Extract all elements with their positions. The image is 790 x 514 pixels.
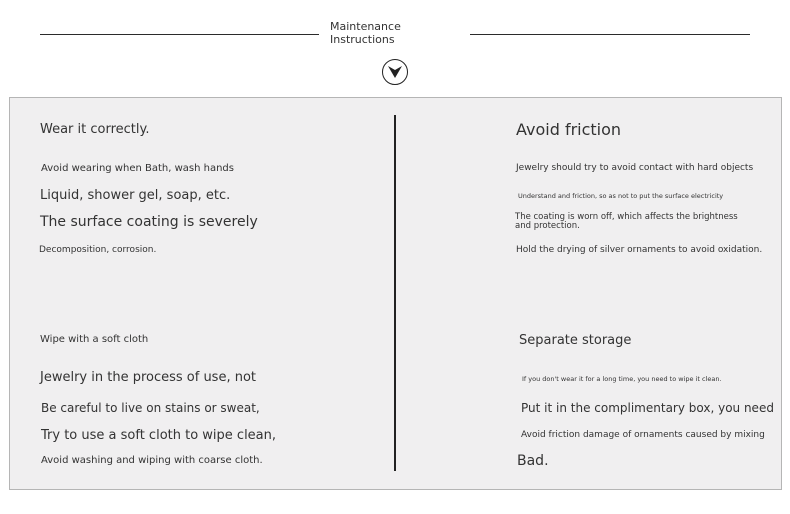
friction-heading: Avoid friction [516, 120, 622, 139]
wear-line-4: Decomposition, corrosion. [39, 245, 157, 255]
wear-line-1: Avoid wearing when Bath, wash hands [41, 163, 234, 174]
center-divider [394, 115, 396, 471]
header-title-line1: Maintenance [330, 20, 401, 33]
wipe-line-4: Avoid washing and wiping with coarse cloth. [41, 455, 263, 466]
header-rule-left [40, 34, 319, 35]
wear-line-2: Liquid, shower gel, soap, etc. [40, 188, 231, 203]
wipe-heading: Wipe with a soft cloth [40, 334, 149, 345]
down-arrow-circle-icon [382, 59, 408, 85]
storage-heading: Separate storage [519, 333, 632, 348]
down-arrow-glyph [387, 64, 403, 80]
wipe-line-2: Be careful to live on stains or sweat, [41, 401, 260, 415]
friction-line-2: Understand and friction, so as not to put the surface electricity [518, 192, 724, 200]
header-rule-right [470, 34, 750, 35]
storage-line-4: Bad. [517, 453, 549, 469]
header-title-line2: Instructions [330, 33, 395, 46]
friction-line-4: Hold the drying of silver ornaments to avoid oxidation. [516, 245, 763, 255]
friction-line-1: Jewelry should try to avoid contact with hard objects [516, 163, 754, 173]
storage-line-1: If you don't wear it for a long time, you need to wipe it clean. [522, 375, 722, 383]
friction-line-3: The coating is worn off, which affects the brightness and protection. [515, 212, 738, 231]
wipe-line-1: Jewelry in the process of use, not [40, 370, 257, 385]
storage-line-3: Avoid friction damage of ornaments caused by mixing [521, 430, 765, 440]
storage-line-2: Put it in the complimentary box, you need [521, 401, 774, 415]
wear-heading: Wear it correctly. [40, 122, 150, 137]
wipe-line-3: Try to use a soft cloth to wipe clean, [41, 428, 277, 443]
wear-line-3: The surface coating is severely [40, 214, 258, 230]
